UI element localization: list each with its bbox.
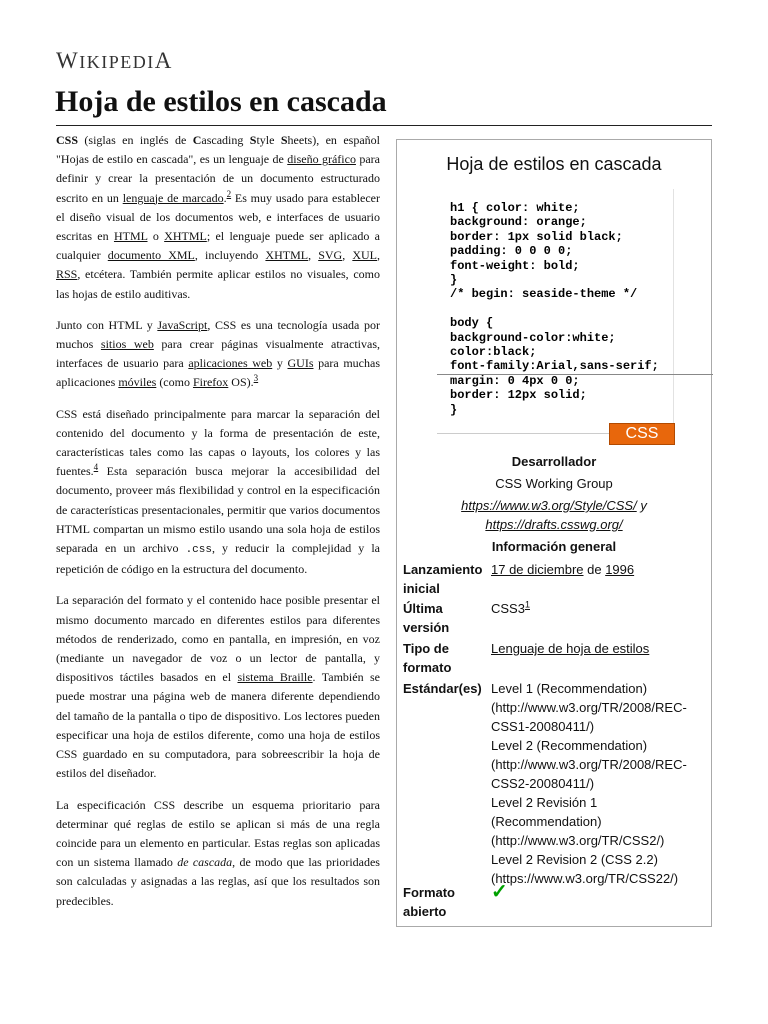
developer-name: CSS Working Group [495, 476, 613, 491]
link-svg[interactable]: SVG [318, 248, 343, 263]
link-javascript[interactable]: JavaScript [157, 317, 208, 332]
paragraph-intro [56, 131, 380, 304]
text: La separación del formato y el contenido hace posible presentar el mismo documento marcado en diferentes estilos para diferentes métodos de renderizado, como en pantalla, en impresión, en voz (mediante un navegador de voz o un lector de pantalla, y dispositivos táctiles basados en el [56, 593, 380, 685]
standard-level-2[interactable]: Level 2 (Recommendation) (http://www.w3.org/TR/2008/REC-CSS2-20080411/) [491, 738, 687, 791]
css-code-sample-image[interactable] [437, 189, 674, 434]
text: C [192, 133, 202, 147]
text: y [636, 498, 647, 513]
link-launch-year[interactable]: 1996 [605, 562, 635, 577]
link-lenguaje-de-marcado[interactable]: lenguaje de marcado [122, 190, 224, 205]
link-sistema-braille[interactable]: sistema Braille [237, 670, 313, 685]
text: Es muy usado para establecer el diseño visual de los documentos web, e interfaces de usuario escritas en [56, 190, 380, 244]
code-css-extension: .css [185, 544, 212, 557]
reference-2[interactable]: 2 [226, 188, 232, 199]
checkmark-icon: ✓ [491, 881, 508, 903]
code-sample: h1 { color: white; background: orange; border: 1px solid black; padding: 0 0 0 0; font-weight: bold; } /* begin: seaside-theme */ body { background-color:white; color:black; font-family:Arial,sans-serif; margin: 0 4px 0 0; border: 12px solid; } [450, 201, 659, 417]
text: ; el lenguaje puede ser aplicado a cualquier [56, 229, 380, 263]
article-body [56, 131, 380, 923]
infobox-title: Hoja de estilos en cascada [446, 154, 662, 174]
text: . También se puede mostrar una página web de manera diferente dependiendo del tamaño de la pantalla o tipo de dispositivo. Los lectores pueden especificar una hoja de estilos diferente, como una hoja de estilos CSS guardado en su computadora, para sobreescribir la hoja de estilos del diseñador. [56, 670, 380, 781]
format-value [491, 639, 707, 658]
launch-value [491, 560, 707, 579]
text: Junto con HTML y [56, 317, 158, 332]
link-html[interactable]: HTML [113, 229, 148, 244]
link-rss[interactable]: RSS [56, 267, 78, 282]
general-info-header: Información general [491, 539, 617, 554]
paragraph-rendering [56, 591, 380, 783]
link-launch-date[interactable]: 17 de diciembre [491, 562, 584, 577]
developer-url-2 [397, 517, 711, 532]
reference-4[interactable]: 4 [93, 462, 99, 473]
wordmark-middle: IKIPEDI [79, 52, 155, 72]
text: tyle [256, 133, 281, 147]
page-title: Hoja de estilos en cascada [55, 85, 387, 118]
text: S [249, 133, 257, 147]
text: , [377, 248, 380, 263]
link-aplicaciones-web[interactable]: aplicaciones web [188, 356, 273, 371]
paragraph-usage [56, 316, 380, 393]
link-xhtml-2[interactable]: XHTML [265, 248, 309, 263]
link-documento-xml[interactable]: documento XML [107, 248, 195, 263]
paragraph-separation [56, 405, 380, 580]
text: ascading [201, 133, 250, 147]
text: , y reducir la complejidad y la repetición de código en la estructura del documento. [56, 541, 380, 577]
text: , [308, 248, 319, 263]
text: . [223, 190, 227, 205]
text: de [583, 562, 606, 577]
standard-level-2-rev-2[interactable]: Level 2 Revision 2 (CSS 2.2) (https://www.w3.org/TR/CSS22/) [491, 852, 679, 886]
standards-value [491, 679, 707, 888]
text: S [280, 133, 288, 147]
text: heets), en español "Hojas de estilo en cascada", es un lenguaje de [56, 133, 380, 167]
paragraph-cascade [56, 796, 380, 911]
text: OS). [228, 375, 254, 390]
format-label: Tipo de formato [403, 641, 452, 675]
wordmark-initial: W [56, 48, 80, 73]
text: , CSS es una tecnología usada por muchos [56, 317, 380, 352]
text: , de modo que las prioridades son calculadas y asignadas a las reglas, así que los resultados son predecibles. [56, 855, 380, 908]
title-divider [56, 125, 712, 126]
reference-version[interactable]: 1 [524, 599, 530, 610]
standards-label: Estándar(es) [403, 681, 482, 696]
link-guis[interactable]: GUIs [287, 356, 314, 371]
text: (siglas en inglés de [78, 133, 193, 147]
wordmark-final: A [154, 48, 173, 73]
link-firefox[interactable]: Firefox [192, 375, 229, 390]
text: para crear páginas visualmente atractivas, interfaces de usuario para [56, 337, 380, 371]
reference-3[interactable]: 3 [253, 373, 259, 384]
open-format-value [491, 883, 707, 903]
text: Esta separación busca mejorar la accesibilidad del documento, proveer más flexibilidad y control en la especificación de características presentacionales, permitir que varios documentos HTML compartan un mismo estilo usando una sola hoja de estilos separada en un archivo [56, 464, 380, 556]
link-diseno-grafico[interactable]: diseño gráfico [287, 152, 356, 167]
link-xul[interactable]: XUL [352, 248, 377, 263]
text: La especificación CSS describe un esquema prioritario para determinar qué reglas de estilo se aplican si más de una regla coincide para un elemento en particular. Estas reglas son aplicadas con un sistema llamado [56, 797, 380, 870]
text: para muchas aplicaciones [56, 356, 381, 390]
text: , incluyendo [194, 248, 266, 263]
standard-level-1[interactable]: Level 1 (Recommendation) (http://www.w3.org/TR/2008/REC-CSS1-20080411/) [491, 681, 687, 734]
developer-urls [397, 498, 711, 513]
version-value [491, 599, 707, 618]
link-sitios-web[interactable]: sitios web [100, 337, 154, 352]
text: CSS3 [491, 601, 525, 616]
term-de-cascada: de cascada [177, 855, 233, 870]
wikipedia-wordmark[interactable] [56, 48, 173, 74]
infobox [396, 139, 712, 927]
launch-label: Lanzamiento inicial [403, 562, 483, 596]
css-logo-icon: CSS [609, 423, 675, 445]
standard-level-2-rev-1[interactable]: Level 2 Revisión 1 (Recommendation) (http://www.w3.org/TR/CSS2/) [491, 795, 665, 848]
text: , [342, 248, 353, 263]
term-css: CSS [56, 133, 79, 147]
text: CSS está diseñado principalmente para marcar la separación del contenido del documento y la forma de presentación de este, características tales como las capas o layouts, los colores y las fuentes. [56, 406, 380, 479]
open-format-label: Formato abierto [403, 885, 455, 919]
text: para definir y crear la presentación de un documento estructurado escrito en un [56, 152, 380, 205]
text: y [272, 356, 288, 371]
link-lenguaje-hoja-de-estilos[interactable]: Lenguaje de hoja de estilos [491, 641, 650, 656]
developer-header: Desarrollador [511, 454, 597, 469]
text: (como [156, 375, 193, 390]
link-xhtml[interactable]: XHTML [164, 229, 207, 244]
text: , etcétera. También permite aplicar estilos no visuales, como las hojas de estilo auditivas. [56, 267, 380, 301]
link-w3-style-css[interactable]: https://www.w3.org/Style/CSS/ [461, 498, 637, 513]
link-drafts-csswg[interactable]: https://drafts.csswg.org/ [485, 517, 623, 532]
version-label: Última versión [403, 601, 450, 635]
link-moviles[interactable]: móviles [118, 375, 157, 390]
text: o [147, 229, 165, 244]
